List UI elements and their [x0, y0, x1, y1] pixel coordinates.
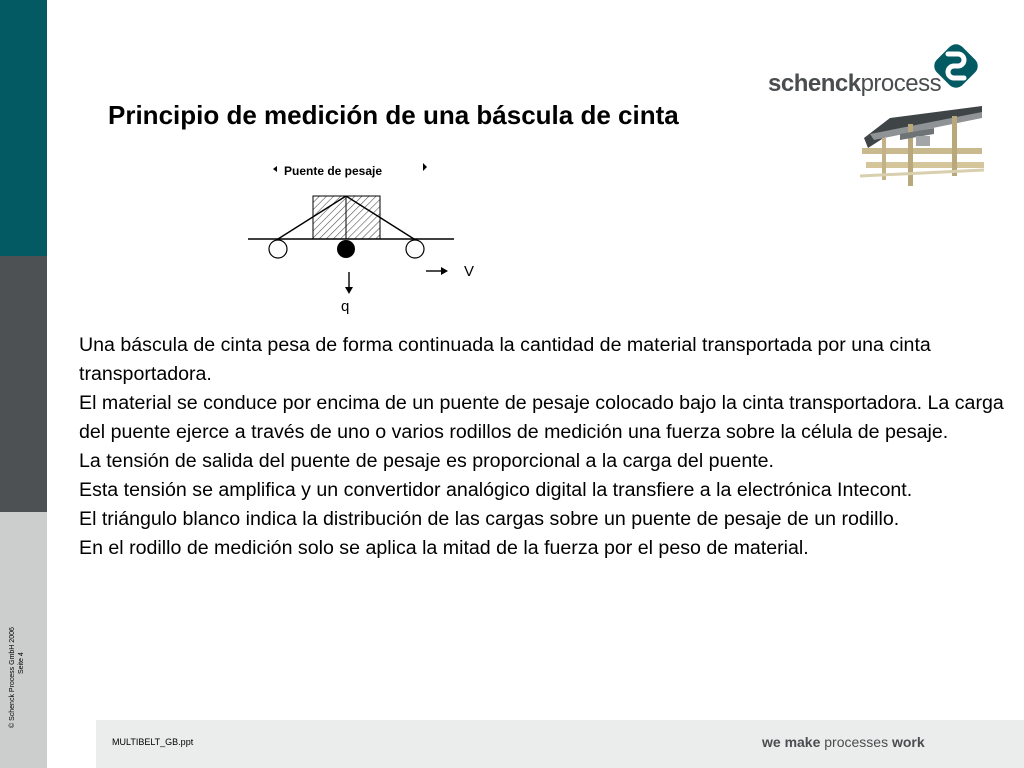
logo-brand-bold: schenck — [768, 70, 861, 97]
sidebar-band-teal — [0, 0, 47, 256]
paragraph: El material se conduce por encima de un puente de pesaje colocado bajo la cinta transportadora. La carga del puente ejerce a través de uno o varios rodillos de medición una fuerza sobre la célula de pesaje. — [79, 392, 1004, 443]
paragraph: La tensión de salida del puente de pesaje es proporcional a la carga del puente. — [79, 450, 774, 472]
tagline-part-3: work — [891, 734, 925, 750]
idler-right — [406, 240, 424, 258]
weighbridge-diagram — [240, 155, 500, 320]
page-title: Principio de medición de una báscula de cinta — [108, 100, 679, 130]
schenck-process-logo — [768, 40, 988, 100]
sidebar-copyright — [8, 568, 26, 728]
load-arrowhead — [345, 287, 353, 294]
logo-wordmark — [768, 70, 941, 98]
idler-left — [269, 240, 287, 258]
paragraph: Una báscula de cinta pesa de forma continuada la cantidad de material transportada por una cinta transportadora. — [79, 334, 931, 385]
paragraph: En el rodillo de medición solo se aplica la mitad de la fuerza por el peso de material. — [79, 537, 809, 559]
weighbridge-drawing — [240, 155, 500, 320]
footer-filename: MULTIBELT_GB.ppt — [112, 737, 194, 747]
tagline-part-1: we make — [762, 734, 825, 750]
belt-conveyor-photo-icon — [860, 104, 984, 192]
sidebar — [0, 0, 47, 768]
body-text — [79, 331, 1019, 563]
paragraph: El triángulo blanco indica la distribución de las cargas sobre un puente de pesaje de un rodillo. — [79, 508, 900, 530]
footer-tagline — [762, 734, 925, 750]
tagline-part-2: processes — [824, 734, 892, 750]
footer-bar — [96, 720, 1024, 768]
load-label: q — [341, 298, 350, 315]
measuring-idler — [337, 240, 355, 258]
velocity-arrowhead — [441, 267, 448, 275]
sidebar-band-gray — [0, 256, 47, 512]
velocity-label: V — [464, 263, 475, 280]
bridge-left-arrowhead — [273, 166, 277, 172]
logo-brand-light: process — [860, 70, 942, 97]
bridge-label: Puente de pesaje — [284, 164, 383, 178]
page-number: Seite 4 — [18, 652, 25, 674]
schenck-process-logo-mark-icon — [930, 40, 982, 92]
copyright-text: © Schenck Process GmbH 2006 — [9, 627, 16, 728]
bridge-right-arrowhead — [423, 163, 427, 171]
paragraph: Esta tensión se amplifica y un convertidor analógico digital la transfiere a la electrónica Intecont. — [79, 479, 913, 501]
